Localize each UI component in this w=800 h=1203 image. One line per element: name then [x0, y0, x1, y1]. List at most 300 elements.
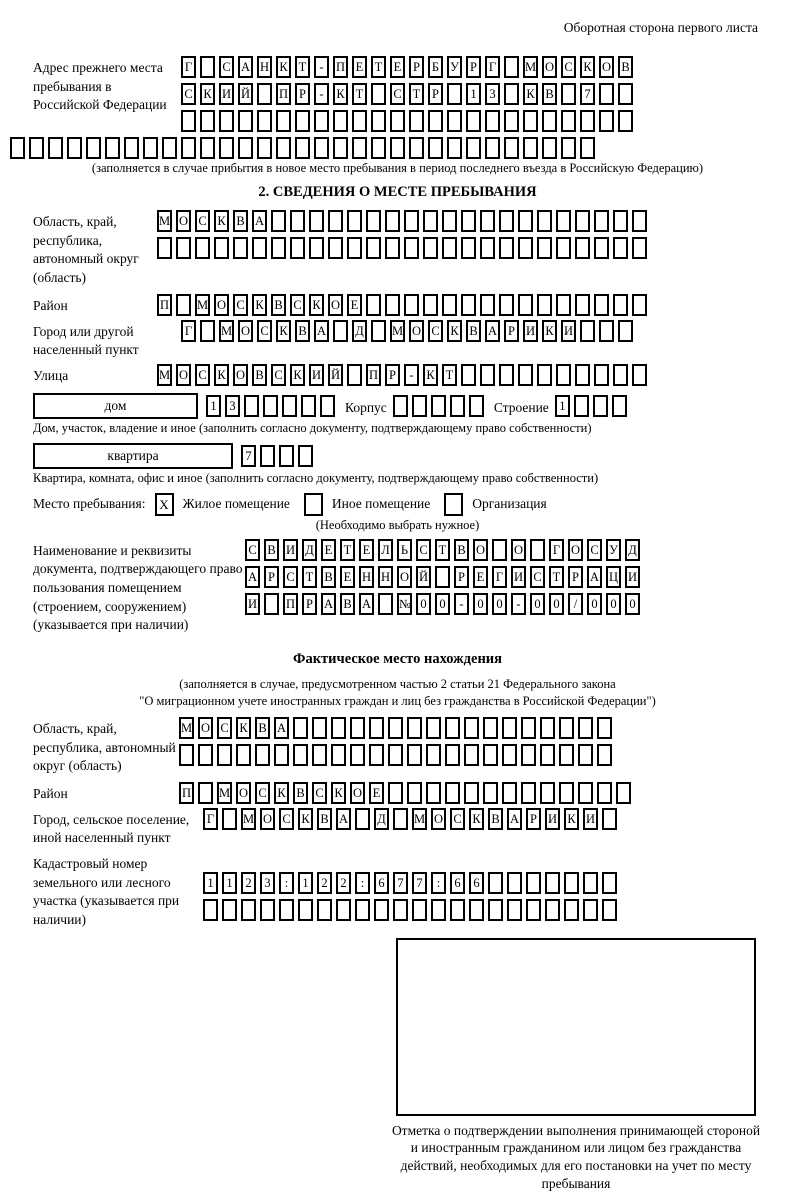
form-cell: [469, 899, 484, 921]
form-cell: [464, 717, 479, 739]
form-cell: [597, 717, 612, 739]
form-cell: [350, 744, 365, 766]
form-cell: [518, 294, 533, 316]
form-cell: [428, 137, 443, 159]
form-cell: [521, 717, 536, 739]
form-cell: [176, 294, 191, 316]
stroenie-cells: [555, 395, 627, 417]
form-cell: [485, 137, 500, 159]
form-cell: [312, 744, 327, 766]
form-cell: [328, 210, 343, 232]
form-cell: У: [606, 539, 621, 561]
form-cell: [602, 808, 617, 830]
form-cell: О: [233, 364, 248, 386]
form-cell: [371, 320, 386, 342]
house-block: [33, 393, 762, 419]
form-cell: [435, 566, 450, 588]
form-cell: [203, 899, 218, 921]
form-cell: А: [314, 320, 329, 342]
apartment-note: Квартира, комната, офис и иное (заполнить согласно документу, подтверждающему право собственности): [33, 470, 599, 485]
form-cell: [312, 717, 327, 739]
form-cell: [195, 237, 210, 259]
form-cell: [426, 782, 441, 804]
form-cell: Т: [435, 539, 450, 561]
city-block: [33, 320, 762, 360]
form-cell: А: [507, 808, 522, 830]
form-cell: 0: [606, 593, 621, 615]
form-cell: [442, 294, 457, 316]
form-cell: Л: [378, 539, 393, 561]
form-cell: П: [276, 83, 291, 105]
form-cell: 0: [492, 593, 507, 615]
form-cell: [504, 83, 519, 105]
form-cell: [502, 782, 517, 804]
form-cell: К: [523, 83, 538, 105]
form-cell: [461, 364, 476, 386]
korpus-cells: [393, 395, 484, 417]
form-cell: И: [245, 593, 260, 615]
stamp-area: [390, 938, 762, 1193]
form-cell: Ь: [397, 539, 412, 561]
form-cell: №: [397, 593, 412, 615]
form-cell: К: [214, 210, 229, 232]
form-cell: [271, 237, 286, 259]
form-cell: [219, 110, 234, 132]
stay-type-block: [33, 493, 762, 516]
form-cell: О: [568, 539, 583, 561]
form-cell: О: [431, 808, 446, 830]
actual-location-title: Фактическое место нахождения: [293, 650, 502, 667]
form-cell: Т: [442, 364, 457, 386]
form-cell: [378, 593, 393, 615]
form-cell: Г: [203, 808, 218, 830]
form-cell: [407, 782, 422, 804]
form-cell: [632, 294, 647, 316]
form-cell: [461, 210, 476, 232]
form-cell: [390, 137, 405, 159]
form-cell: [445, 782, 460, 804]
form-cell: [407, 717, 422, 739]
form-cell: [599, 320, 614, 342]
form-cell: [371, 110, 386, 132]
form-cell: Р: [568, 566, 583, 588]
checkbox-other-premises: [304, 493, 323, 516]
form-cell: [369, 744, 384, 766]
form-cell: [390, 110, 405, 132]
form-cell: [518, 210, 533, 232]
form-cell: [504, 137, 519, 159]
actual-district-row: [179, 782, 631, 804]
form-cell: /: [568, 593, 583, 615]
form-cell: [632, 237, 647, 259]
form-cell: Д: [374, 808, 389, 830]
form-cell: [198, 744, 213, 766]
form-cell: [347, 210, 362, 232]
form-cell: [388, 717, 403, 739]
form-cell: [143, 137, 158, 159]
form-cell: [331, 717, 346, 739]
prev-address-row-1: [181, 56, 633, 78]
form-cell: [404, 237, 419, 259]
form-cell: 6: [469, 872, 484, 894]
form-cell: О: [260, 808, 275, 830]
form-cell: [483, 744, 498, 766]
form-cell: [559, 782, 574, 804]
form-cell: [162, 137, 177, 159]
apartment-cells: [241, 445, 313, 467]
actual-district-block: [33, 782, 762, 804]
form-cell: В: [252, 364, 267, 386]
form-cell: Е: [473, 566, 488, 588]
form-cell: -: [404, 364, 419, 386]
form-cell: [214, 237, 229, 259]
form-cell: К: [252, 294, 267, 316]
form-cell: Е: [390, 56, 405, 78]
form-cell: К: [447, 320, 462, 342]
form-cell: [200, 137, 215, 159]
form-cell: [67, 137, 82, 159]
form-cell: [333, 137, 348, 159]
form-cell: О: [176, 364, 191, 386]
form-cell: [556, 237, 571, 259]
form-cell: С: [390, 83, 405, 105]
form-cell: И: [545, 808, 560, 830]
form-cell: [574, 395, 589, 417]
form-cell: Р: [409, 56, 424, 78]
form-cell: [352, 137, 367, 159]
form-cell: [260, 899, 275, 921]
form-cell: К: [236, 717, 251, 739]
form-cell: И: [283, 539, 298, 561]
page-header-note: Оборотная сторона первого листа: [563, 20, 758, 35]
form-cell: [236, 744, 251, 766]
form-cell: М: [217, 782, 232, 804]
form-cell: [347, 364, 362, 386]
form-cell: [279, 899, 294, 921]
form-cell: О: [599, 56, 614, 78]
option-residential-label: Жилое помещение: [182, 496, 290, 512]
form-cell: [309, 237, 324, 259]
form-cell: М: [179, 717, 194, 739]
form-cell: [618, 320, 633, 342]
form-cell: [290, 237, 305, 259]
form-cell: 1: [466, 83, 481, 105]
form-cell: В: [264, 539, 279, 561]
form-cell: 6: [450, 872, 465, 894]
form-cell: [504, 110, 519, 132]
form-cell: [469, 395, 484, 417]
form-cell: 7: [580, 83, 595, 105]
form-cell: [499, 294, 514, 316]
district-label: Район: [33, 297, 68, 313]
form-cell: [309, 210, 324, 232]
document-row-1: [245, 539, 640, 561]
document-block: [33, 539, 762, 635]
form-cell: К: [200, 83, 215, 105]
form-cell: М: [157, 364, 172, 386]
form-cell: А: [245, 566, 260, 588]
document-row-2: [245, 566, 640, 588]
cadastral-row-2: [203, 899, 617, 921]
form-cell: [602, 872, 617, 894]
form-cell: [198, 782, 213, 804]
form-cell: А: [587, 566, 602, 588]
form-cell: [632, 210, 647, 232]
form-cell: Й: [416, 566, 431, 588]
form-cell: Н: [257, 56, 272, 78]
form-cell: [355, 808, 370, 830]
form-cell: О: [511, 539, 526, 561]
form-cell: [290, 210, 305, 232]
form-cell: Е: [352, 56, 367, 78]
form-cell: О: [409, 320, 424, 342]
form-cell: С: [283, 566, 298, 588]
form-cell: :: [279, 872, 294, 894]
form-cell: [461, 294, 476, 316]
form-cell: Е: [359, 539, 374, 561]
district-row: [157, 294, 647, 316]
form-cell: 1: [555, 395, 570, 417]
apartment-box-label: квартира: [33, 443, 233, 469]
form-cell: [181, 137, 196, 159]
form-cell: М: [523, 56, 538, 78]
form-cell: [450, 899, 465, 921]
form-cell: И: [219, 83, 234, 105]
form-cell: [613, 364, 628, 386]
form-cell: С: [530, 566, 545, 588]
form-cell: [393, 395, 408, 417]
option-organization-label: Организация: [472, 496, 547, 512]
form-cell: К: [542, 320, 557, 342]
form-cell: [518, 364, 533, 386]
form-cell: К: [423, 364, 438, 386]
form-cell: [556, 210, 571, 232]
form-cell: Т: [340, 539, 355, 561]
form-cell: [632, 364, 647, 386]
form-cell: [48, 137, 63, 159]
form-cell: [521, 782, 536, 804]
form-cell: К: [274, 782, 289, 804]
form-cell: [466, 110, 481, 132]
form-cell: Й: [238, 83, 253, 105]
form-cell: [423, 294, 438, 316]
form-cell: О: [198, 717, 213, 739]
form-cell: [409, 110, 424, 132]
form-cell: [257, 137, 272, 159]
form-cell: :: [355, 872, 370, 894]
form-cell: [561, 137, 576, 159]
form-cell: [564, 899, 579, 921]
form-cell: [564, 872, 579, 894]
form-cell: [428, 110, 443, 132]
form-cell: Д: [302, 539, 317, 561]
form-cell: [352, 110, 367, 132]
form-cell: -: [314, 83, 329, 105]
form-cell: [492, 539, 507, 561]
form-cell: 0: [435, 593, 450, 615]
form-cell: 3: [225, 395, 240, 417]
form-cell: [556, 364, 571, 386]
form-cell: К: [333, 83, 348, 105]
form-cell: [374, 899, 389, 921]
form-cell: Т: [409, 83, 424, 105]
form-cell: В: [542, 83, 557, 105]
form-cell: [594, 294, 609, 316]
form-cell: В: [454, 539, 469, 561]
form-cell: [480, 364, 495, 386]
form-cell: [537, 210, 552, 232]
form-cell: [293, 744, 308, 766]
form-cell: [575, 364, 590, 386]
district-block: [33, 294, 762, 316]
form-cell: С: [428, 320, 443, 342]
form-cell: [594, 364, 609, 386]
form-cell: Д: [625, 539, 640, 561]
form-cell: [331, 744, 346, 766]
form-cell: С: [245, 539, 260, 561]
street-block: [33, 364, 762, 386]
form-cell: [618, 83, 633, 105]
apartment-block: [33, 443, 762, 469]
prev-address-note: (заполняется в случае прибытия в новое место пребывания в период последнего въезда в Российскую Федерацию): [91, 161, 704, 175]
form-cell: [578, 717, 593, 739]
form-cell: [612, 395, 627, 417]
form-cell: [545, 899, 560, 921]
form-cell: [257, 83, 272, 105]
form-cell: О: [350, 782, 365, 804]
form-cell: [124, 137, 139, 159]
form-cell: 1: [222, 872, 237, 894]
form-cell: [366, 210, 381, 232]
form-cell: Й: [328, 364, 343, 386]
form-cell: [355, 899, 370, 921]
actual-city-row: [203, 808, 617, 830]
form-cell: Т: [352, 83, 367, 105]
form-cell: Т: [302, 566, 317, 588]
document-label: Наименование и реквизиты документа, подтверждающего право пользования помещением (строением, сооружением) (указывается при наличии): [33, 542, 243, 633]
form-cell: :: [431, 872, 446, 894]
form-cell: О: [214, 294, 229, 316]
form-cell: [385, 210, 400, 232]
form-cell: [499, 210, 514, 232]
form-cell: [238, 110, 253, 132]
form-cell: [222, 808, 237, 830]
form-cell: [521, 744, 536, 766]
form-cell: С: [450, 808, 465, 830]
form-cell: Е: [340, 566, 355, 588]
form-cell: П: [157, 294, 172, 316]
form-cell: [336, 899, 351, 921]
form-cell: [388, 782, 403, 804]
form-cell: [445, 717, 460, 739]
form-cell: Р: [302, 593, 317, 615]
form-cell: П: [179, 782, 194, 804]
form-cell: 7: [393, 872, 408, 894]
form-cell: [271, 210, 286, 232]
cadastral-row-1: [203, 872, 617, 894]
form-cell: [461, 237, 476, 259]
form-cell: И: [625, 566, 640, 588]
form-cell: [583, 872, 598, 894]
form-cell: [545, 872, 560, 894]
form-cell: [263, 395, 278, 417]
form-cell: [200, 56, 215, 78]
actual-location-note-1: (заполняется в случае, предусмотренном частью 2 статьи 21 Федерального закона: [179, 676, 616, 691]
form-cell: [480, 237, 495, 259]
form-cell: [431, 899, 446, 921]
form-cell: [540, 717, 555, 739]
form-cell: В: [233, 210, 248, 232]
form-cell: [219, 137, 234, 159]
form-cell: К: [469, 808, 484, 830]
form-cell: [255, 744, 270, 766]
form-cell: [333, 110, 348, 132]
form-cell: Р: [385, 364, 400, 386]
form-cell: [502, 717, 517, 739]
form-cell: 0: [416, 593, 431, 615]
form-cell: [369, 717, 384, 739]
form-cell: [556, 294, 571, 316]
form-cell: А: [321, 593, 336, 615]
form-cell: [426, 717, 441, 739]
house-number-cells: [206, 395, 335, 417]
form-cell: С: [271, 364, 286, 386]
form-cell: 0: [625, 593, 640, 615]
form-cell: [176, 237, 191, 259]
form-cell: С: [195, 210, 210, 232]
form-cell: [575, 294, 590, 316]
form-cell: М: [412, 808, 427, 830]
actual-region-row-2: [179, 744, 612, 766]
form-cell: К: [309, 294, 324, 316]
form-cell: -: [314, 56, 329, 78]
form-cell: Р: [504, 320, 519, 342]
form-cell: [580, 110, 595, 132]
stay-type-label: Место пребывания:: [33, 495, 146, 511]
form-cell: А: [336, 808, 351, 830]
form-cell: 2: [317, 872, 332, 894]
form-cell: Ц: [606, 566, 621, 588]
form-cell: [618, 110, 633, 132]
form-cell: С: [219, 56, 234, 78]
form-cell: [423, 210, 438, 232]
form-cell: [200, 320, 215, 342]
form-cell: [260, 445, 275, 467]
form-cell: И: [309, 364, 324, 386]
form-cell: С: [587, 539, 602, 561]
cadastral-block: [33, 852, 762, 930]
form-cell: [238, 137, 253, 159]
form-cell: [298, 899, 313, 921]
form-cell: [282, 395, 297, 417]
form-cell: [447, 137, 462, 159]
form-cell: Е: [369, 782, 384, 804]
korpus-label: Корпус: [345, 399, 387, 415]
actual-city-block: [33, 808, 762, 848]
form-cell: О: [238, 320, 253, 342]
form-cell: [276, 110, 291, 132]
form-cell: [559, 744, 574, 766]
form-cell: [366, 294, 381, 316]
form-cell: [466, 137, 481, 159]
form-cell: О: [542, 56, 557, 78]
city-label: Город или другой населенный пункт: [33, 323, 139, 358]
form-cell: [217, 744, 232, 766]
form-cell: [200, 110, 215, 132]
form-cell: [594, 237, 609, 259]
form-cell: [575, 237, 590, 259]
form-cell: А: [238, 56, 253, 78]
